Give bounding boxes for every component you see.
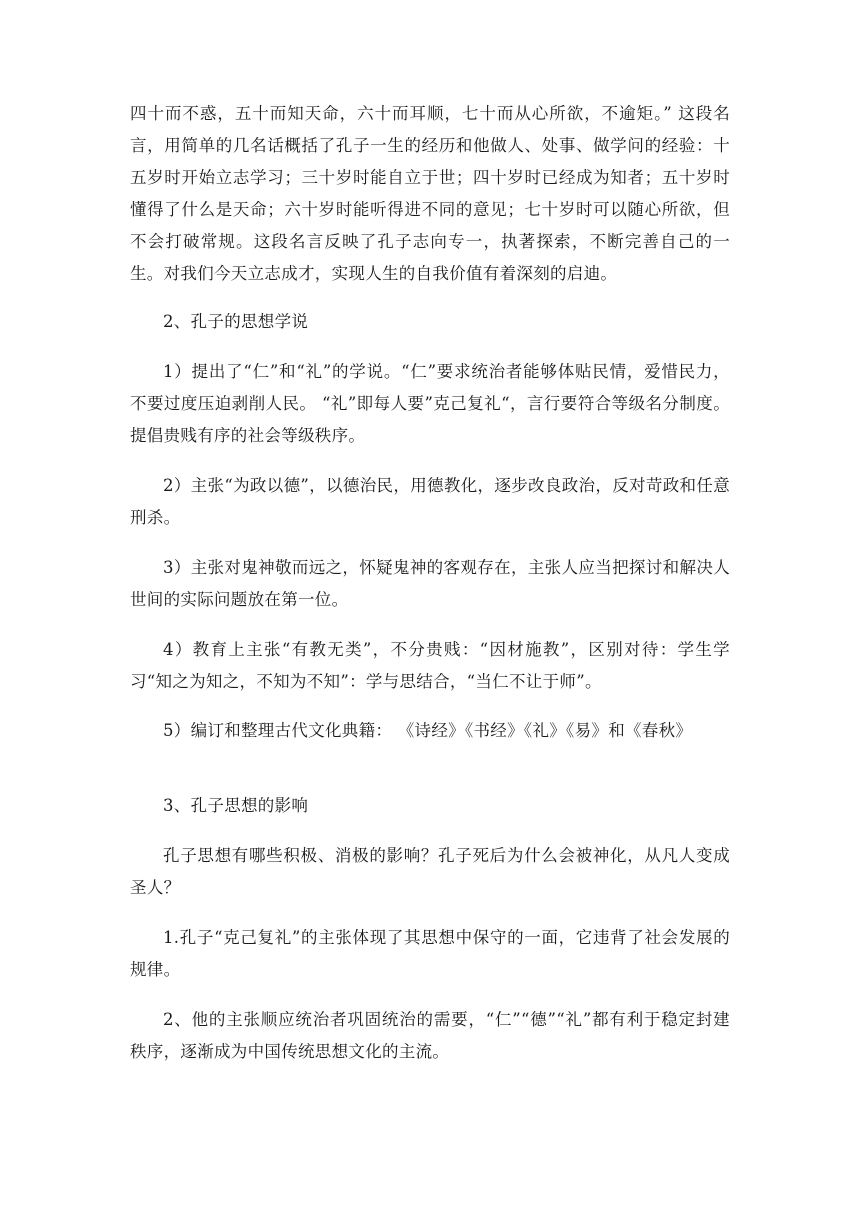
section-heading-thought: 2、孔子的思想学说 — [163, 312, 309, 331]
thought-item-5: 5）编订和整理古代文化典籍： 《诗经》《书经》《礼》《易》和《春秋》 — [163, 721, 693, 740]
thought-item-4: 4）教育上主张“有教无类”，不分贵贱：“因材施教”，区别对待：学生学习“知之为知之，不知为不知”：学与思结合，“当仁不让于师”。 — [130, 640, 730, 691]
influence-point-1: 1.孔子“克己复礼”的主张体现了其思想中保守的一面，它违背了社会发展的规律。 — [130, 928, 730, 979]
thought-item-2: 2）主张“为政以德”，以德治民，用德教化，逐步改良政治，反对苛政和任意刑杀。 — [130, 476, 730, 527]
influence-question: 孔子思想有哪些积极、消极的影响？孔子死后为什么会被神化，从凡人变成圣人？ — [130, 846, 730, 897]
thought-item-3: 3）主张对鬼神敬而远之，怀疑鬼神的客观存在，主张人应当把探讨和解决人世间的实际问题放在第一位。 — [130, 558, 730, 609]
influence-point-2: 2、他的主张顺应统治者巩固统治的需要，“仁”“德”“礼”都有利于稳定封建秩序，逐渐成为中国传统思想文化的主流。 — [130, 1010, 730, 1061]
intro-paragraph: 四十而不惑，五十而知天命，六十而耳顺，七十而从心所欲，不逾矩。” 这段名言，用简单的几名话概括了孔子一生的经历和他做人、处事、做学问的经验：十五岁时开始立志学习；三十岁时能自立于世；四十岁时已经成为知者；五十岁时懂得了什么是天命；六十岁时能听得进不同的意见；七十岁时可以随心所欲，但不会打破常规。这段名言反映了孔子志向专一，执著探索，不断完善自己的一生。对我们今天立志成才，实现人生的自我价值有着深刻的启迪。 — [130, 104, 730, 283]
thought-item-1: 1）提出了“仁”和“礼”的学说。“仁”要求统治者能够体贴民情，爱惜民力，不要过度压迫剥削人民。 “礼”即每人要”克己复礼“，言行要符合等级名分制度。提倡贵贱有序的社会等级秩序。 — [130, 362, 730, 445]
section-heading-influence: 3、孔子思想的影响 — [163, 796, 309, 815]
